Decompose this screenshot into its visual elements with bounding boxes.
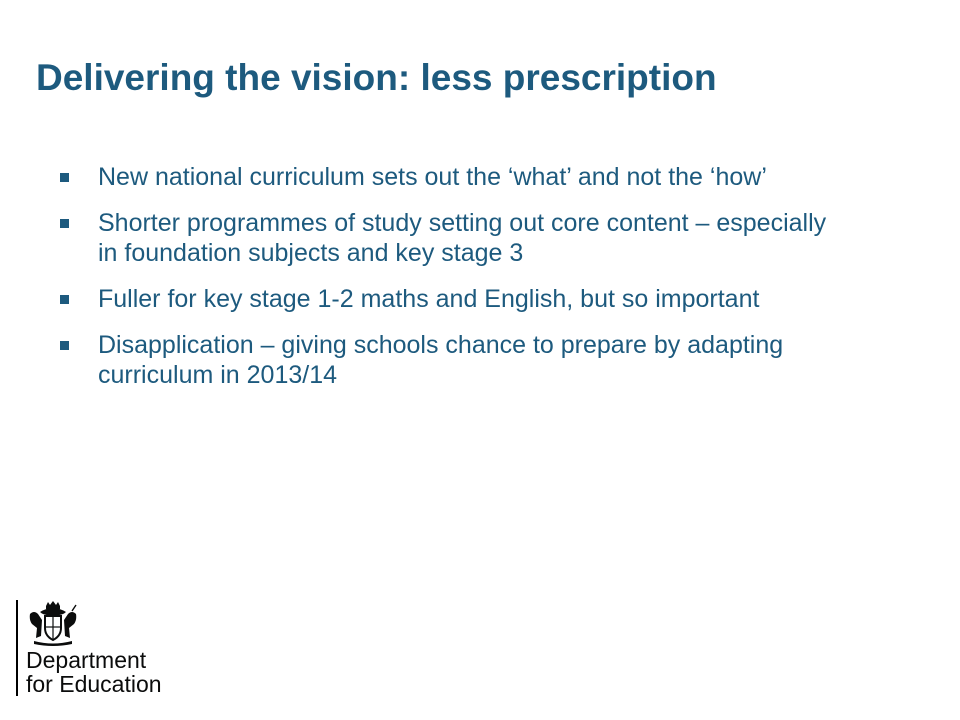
bullet-text: Disapplication – giving schools chance to prepare by adapting curriculum in 2013/14 [98,331,784,389]
bullet-item [58,208,828,268]
bullet-text: New national curriculum sets out the ‘what’ and not the ‘how’ [98,163,767,191]
logo-text-line-1: Department [26,647,147,673]
royal-coat-of-arms-icon [26,600,80,646]
bullet-item [58,284,828,314]
bullet-list [58,162,828,406]
slide-title: Delivering the vision: less prescription [36,57,717,98]
logo-text-line-2: for Education [26,671,162,697]
logo-rule [16,600,18,696]
bullet-item [58,162,828,192]
bullet-item [58,330,828,390]
bullet-text: Fuller for key stage 1-2 maths and English, but so important [98,285,760,313]
square-bullet-icon [60,295,69,304]
department-logo [16,600,186,700]
square-bullet-icon [60,173,69,182]
bullet-text: Shorter programmes of study setting out core content – especially in foundation subjects and key stage 3 [98,209,827,267]
square-bullet-icon [60,341,69,350]
square-bullet-icon [60,219,69,228]
